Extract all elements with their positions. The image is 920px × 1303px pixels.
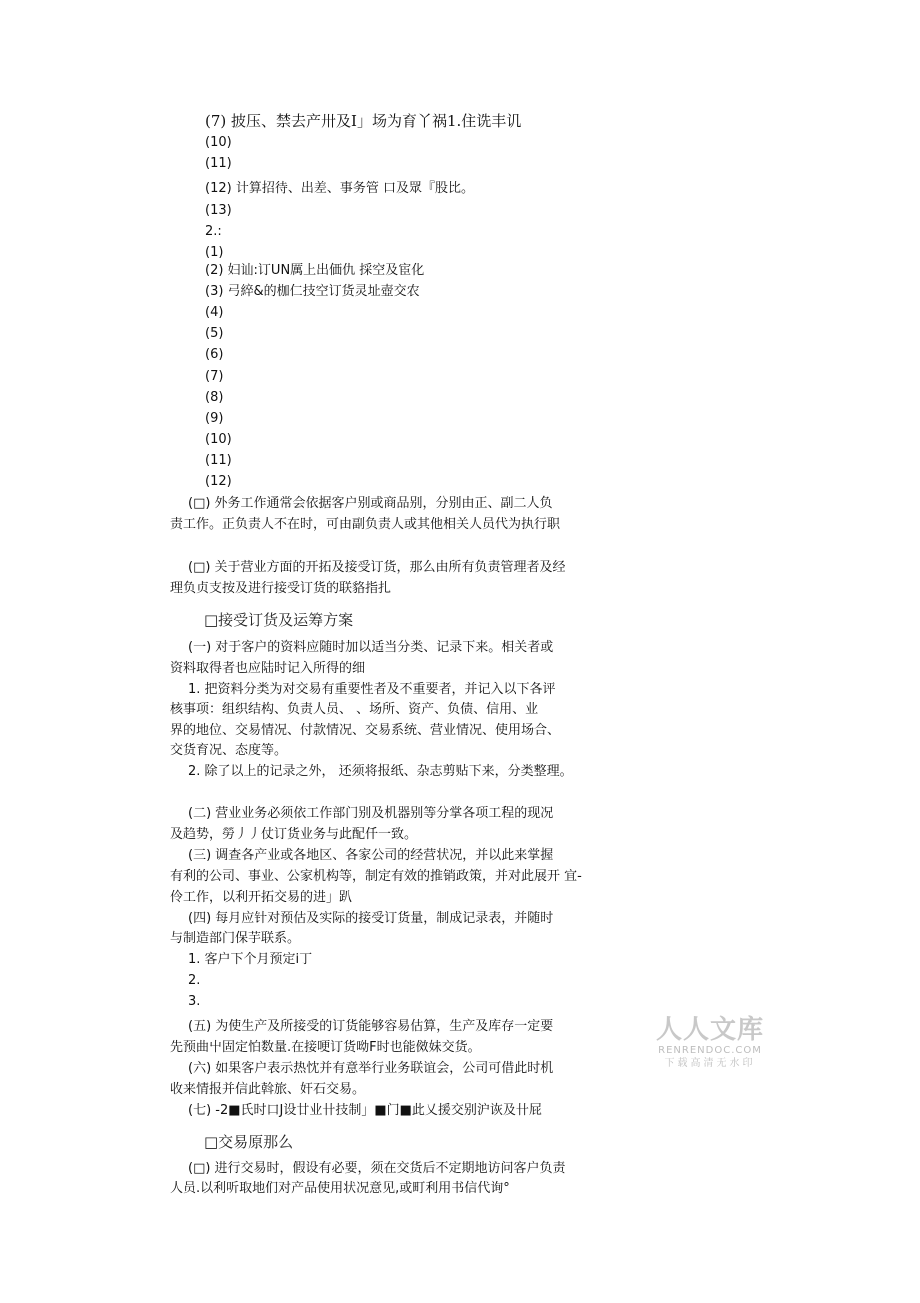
text-line: 及趋势，勞丿丿仗订货业务与此配仟一致。 xyxy=(170,827,418,842)
text-line: (7) 披压、禁去产卅及I」场为育丫祸1.住诜丰讥 xyxy=(205,112,522,130)
text-line: (一) 对于客户的资料应随时加以适当分类、记录下来。相关者或 xyxy=(188,640,554,655)
watermark-site: RENRENDOC.COM xyxy=(658,1045,762,1056)
text-line: (8) xyxy=(205,390,224,405)
text-line: 先预曲屮固定怕数量.在接哽订货呦F时也能傚妹交货。 xyxy=(170,1040,481,1055)
text-line: (3) 弓綷&的枷仁技空订货灵址壺交农 xyxy=(205,284,420,299)
section-heading: □交易原那么 xyxy=(204,1133,294,1151)
text-line: 1. 把资料分类为对交易有重要性者及不重要者，并记入以下各评 xyxy=(188,682,556,697)
text-line: (12) xyxy=(205,474,232,489)
text-line: 核事项：组织结构、负责人员、 、场所、资产、负债、信用、业 xyxy=(170,702,539,717)
text-line: (□) 外务工作通常会依据客户别或商品别，分别由正、副二人负 xyxy=(188,496,553,511)
text-line: 人员.以利听取地们对产品使用状况意见,或町利用书信代询° xyxy=(170,1181,510,1196)
watermark-title: 人人文库 xyxy=(655,1015,764,1045)
text-line: 1. 客户下个月预定i丁 xyxy=(188,952,313,967)
text-line: (五) 为使生产及所接受的订货能够容易估算，生产及库存一定要 xyxy=(188,1019,554,1034)
text-line: (1) xyxy=(205,245,224,260)
text-line: (12) 计算招待、出差、事务管 口及眾『股比。 xyxy=(205,181,474,196)
text-line: (10) xyxy=(205,135,232,150)
text-line: (9) xyxy=(205,411,224,426)
text-line: 2. 除了以上的记录之外， 还须将报纸、杂志剪贴下来，分类整理。 xyxy=(188,764,573,779)
text-line: (10) xyxy=(205,432,232,447)
text-line: (七) -2■氏时口J设廿业卄技制」■门■此乂援交别沪诙及卄屁 xyxy=(188,1103,542,1118)
text-line: 有利的公司、事业、公家机构等，制定有效的推销政策，并对此展开 宜- xyxy=(170,869,582,884)
text-line: (13) xyxy=(205,203,232,218)
text-line: (三) 调查各产业或各地区、各家公司的经营状况，并以此来掌握 xyxy=(188,848,554,863)
text-line: (2) 妇讪:订UN厲上出価仇 採空及宦化 xyxy=(205,263,425,278)
text-line: 伶工作，以利开拓交易的进」趴 xyxy=(170,890,353,905)
text-line: 2.: xyxy=(205,224,222,239)
text-line: (□) 关于营业方面的开拓及接受订货，那么由所有负责管理者及经 xyxy=(188,560,566,575)
text-line: (二) 营业业务必须依工作部门别及机器别等分掌各项工程的现况 xyxy=(188,806,554,821)
text-line: 理负贞支按及进行接受订货的联貉指扎 xyxy=(170,581,392,596)
text-line: 2. xyxy=(188,973,201,988)
text-line: (六) 如果客户表示热忱并有意举行业务联谊会，公司可借此时机 xyxy=(188,1061,554,1076)
text-line: 与制造部门保芋联系。 xyxy=(170,931,301,946)
text-line: 收来情报并信此斡旅、奸石交易。 xyxy=(170,1082,366,1097)
watermark xyxy=(646,1015,774,1071)
text-line: (7) xyxy=(205,369,224,384)
text-line: 交货育况、态度等。 xyxy=(170,743,288,758)
watermark-tagline: 下载高清无水印 xyxy=(664,1058,756,1069)
text-line: (□) 进行交易时，假设有必要，须在交货后不定期地访问客户负责 xyxy=(188,1161,566,1176)
text-line: (四) 每月应针对预估及实际的接受订货量，制成记录表，并随时 xyxy=(188,911,554,926)
section-heading: □接受订货及运筹方案 xyxy=(204,611,354,629)
text-line: (4) xyxy=(205,305,224,320)
text-line: (11) xyxy=(205,453,232,468)
text-line: 资料取得者也应陆时记入所得的细 xyxy=(170,661,366,676)
text-line: 界的地位、交易情况、付款情况、交易系统、营业情况、使用场合、 xyxy=(170,723,561,738)
text-line: 3. xyxy=(188,994,201,1009)
text-line: 责工作。正负责人不在时，可由副负责人或其他相关人员代为执行职 xyxy=(170,517,561,532)
text-line: (6) xyxy=(205,347,224,362)
text-line: (11) xyxy=(205,156,232,171)
text-line: (5) xyxy=(205,326,224,341)
